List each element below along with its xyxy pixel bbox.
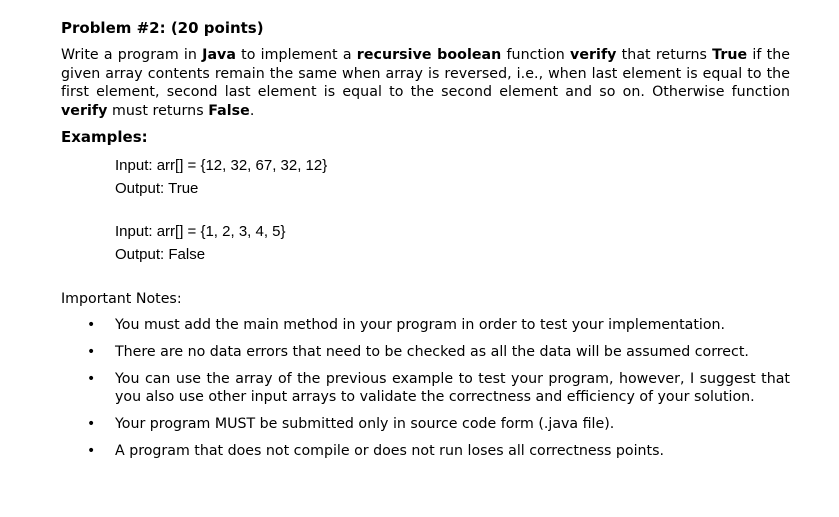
desc-text-5: if the given array contents remain the same when array is reversed, i.e., when last element is equal to the first element, second last element is equal to the second element and so on. Otherwise function [61, 47, 791, 100]
note-item [61, 343, 790, 361]
problem-description [61, 46, 790, 120]
bullet-icon: • [87, 344, 96, 360]
example-2 [115, 220, 790, 266]
desc-false: False [208, 102, 250, 119]
note-text: You can use the array of the previous example to test your program, however, I suggest that you also use other input arrays to validate the correctness and efficiency of your solution. [115, 371, 790, 405]
bullet-icon: • [87, 443, 96, 459]
example-2-input: Input: arr[] = {1, 2, 3, 4, 5} [115, 223, 286, 240]
desc-verify-1: verify [570, 47, 617, 63]
examples-heading: Examples: [61, 128, 148, 146]
desc-verify-2: verify [61, 102, 108, 119]
notes-list [61, 316, 790, 460]
bullet-icon: • [87, 371, 96, 387]
note-text: A program that does not compile or does not run loses all correctness points. [115, 443, 665, 459]
desc-text-7: . [249, 102, 255, 119]
document [61, 18, 790, 469]
note-item [61, 442, 790, 460]
desc-recursive-boolean: recursive boolean [356, 47, 502, 63]
note-text: You must add the main method in your program in order to test your implementation. [115, 317, 726, 333]
note-item [61, 316, 790, 334]
desc-text-6: must returns [107, 102, 209, 119]
example-2-output: Output: False [115, 246, 206, 263]
note-item [61, 415, 790, 433]
desc-text-2: to implement a [235, 47, 357, 63]
note-item [61, 370, 790, 406]
notes-heading: Important Notes: [61, 291, 182, 307]
desc-text-4: that returns [616, 47, 713, 63]
example-1-input: Input: arr[] = {12, 32, 67, 32, 12} [115, 157, 328, 174]
bullet-icon: • [87, 317, 96, 333]
example-1-output: Output: True [115, 180, 199, 197]
desc-true: True [712, 47, 748, 63]
note-text: There are no data errors that need to be checked as all the data will be assumed correct. [115, 344, 749, 360]
example-1 [115, 154, 790, 200]
note-text: Your program MUST be submitted only in source code form (.java file). [115, 416, 615, 432]
problem-title: Problem #2: (20 points) [61, 19, 264, 37]
desc-java: Java [202, 47, 236, 63]
desc-text-1: Write a program in [61, 47, 203, 63]
bullet-icon: • [87, 416, 96, 432]
desc-text-3: function [501, 47, 571, 63]
